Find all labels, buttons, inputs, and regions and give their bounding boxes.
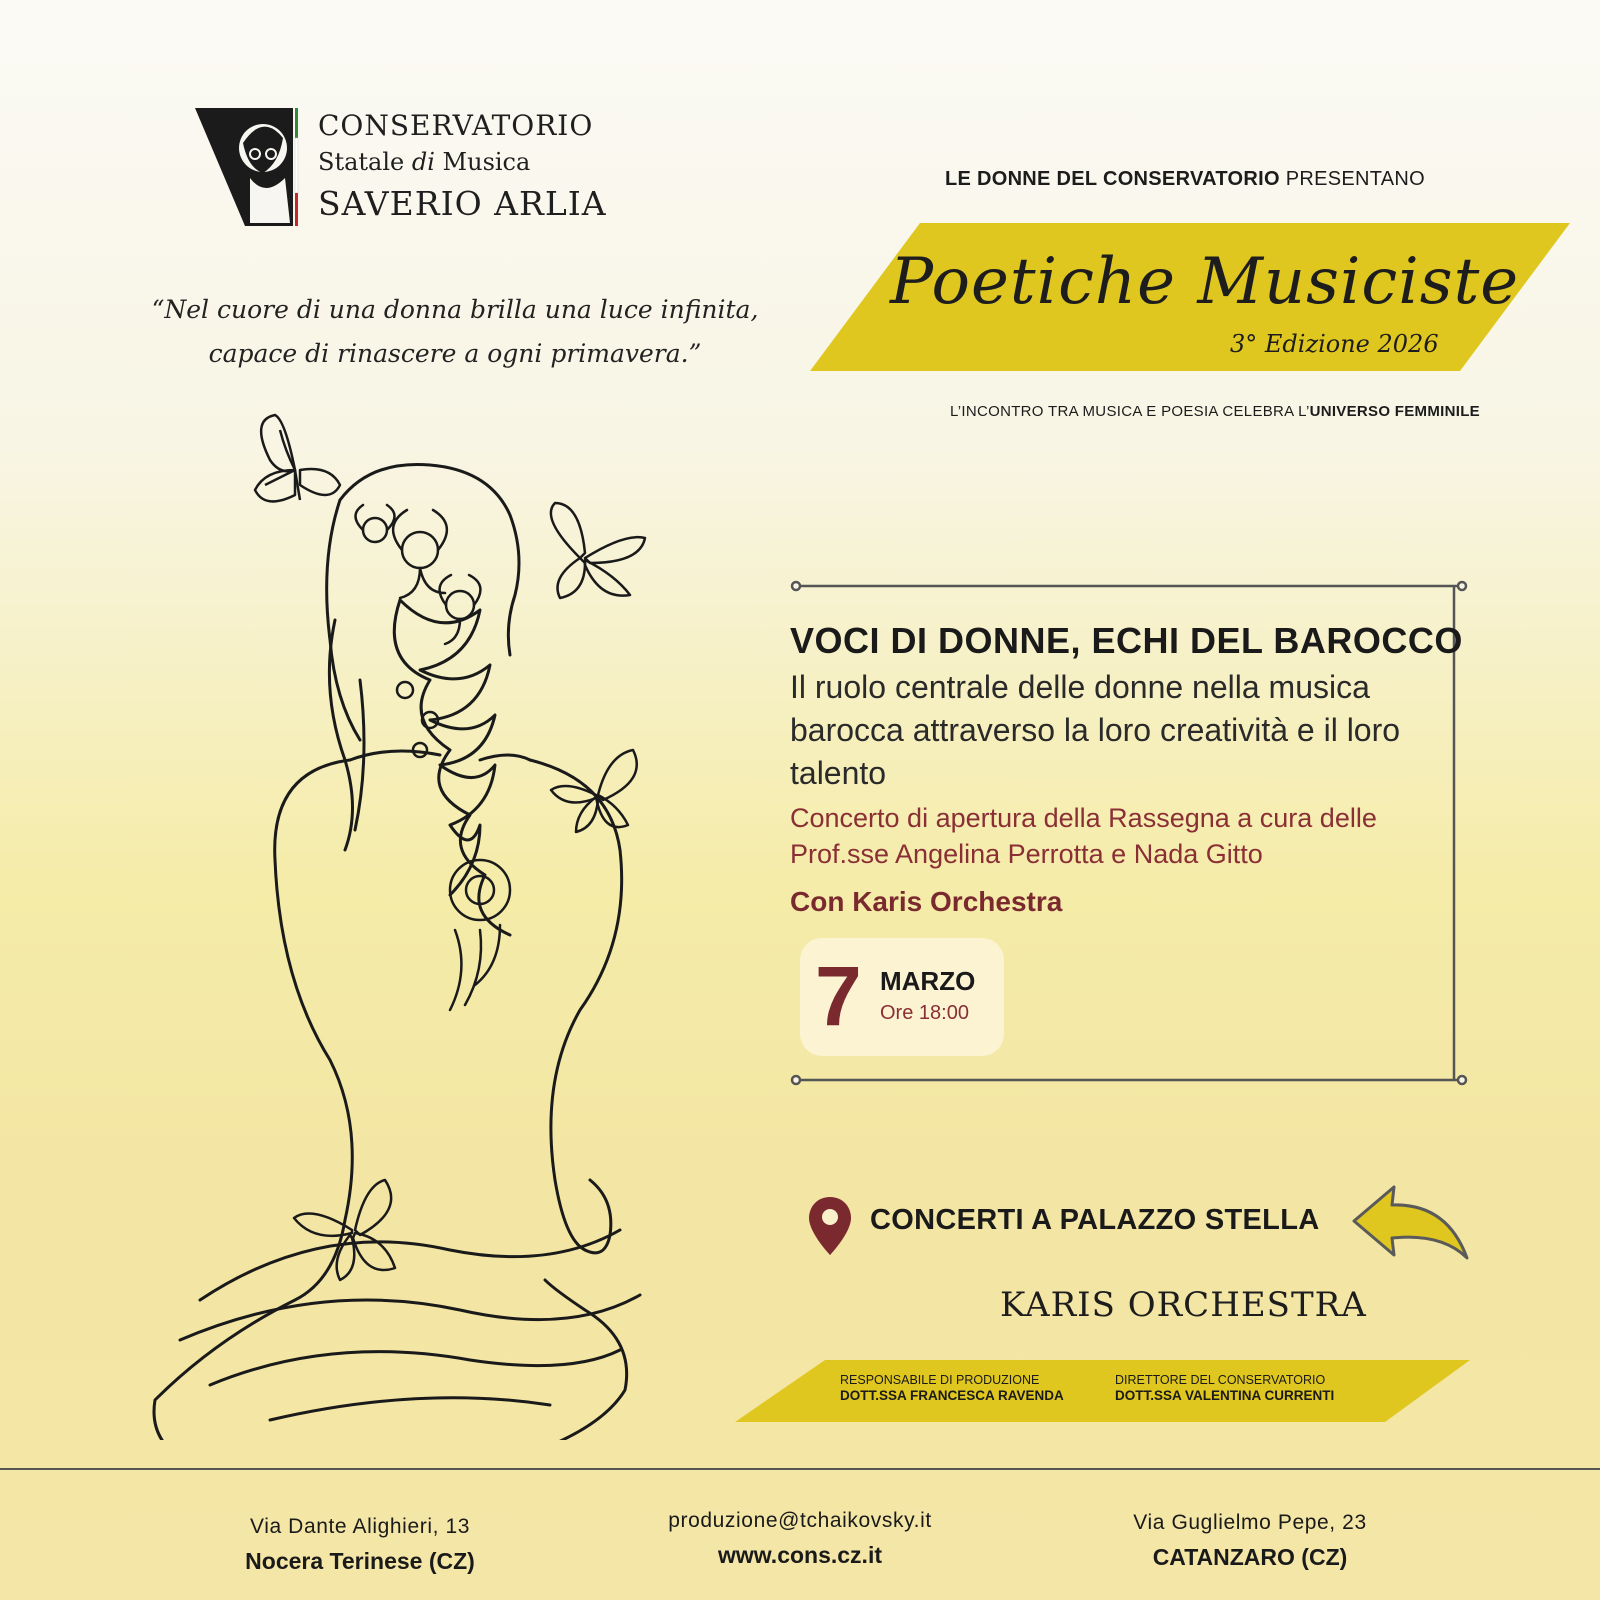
logo-line-2: Statale di Musica — [318, 148, 531, 176]
date-time: Ore 18:00 — [880, 1002, 969, 1024]
conservatorio-logo-text — [318, 108, 607, 228]
event-performer: Con Karis Orchestra — [790, 886, 1063, 917]
curved-arrow-icon — [1352, 1183, 1472, 1263]
logo-line-1: CONSERVATORIO — [318, 109, 594, 142]
venue-label: CONCERTI A PALAZZO STELLA — [870, 1204, 1320, 1236]
event-title: VOCI DI DONNE, ECHI DEL BAROCCO — [790, 620, 1463, 661]
tagline: L’INCONTRO TRA MUSICA E POESIA CELEBRA L’UNIVERSO FEMMINILE — [949, 403, 1480, 420]
footer-contacts — [620, 1504, 980, 1572]
quote-line-1: “Nel cuore di una donna brilla una luce infinita, — [151, 295, 759, 324]
quote-line-2: capace di rinascere a ogni primavera.” — [208, 339, 702, 368]
map-pin-icon — [806, 1195, 854, 1257]
date-day: 7 — [815, 949, 862, 1043]
karis-orchestra-logo: KARIS ORCHESTRA — [1000, 1285, 1367, 1325]
butterfly-icon — [290, 1175, 410, 1285]
conservatorio-logo-icon — [195, 108, 307, 226]
butterfly-icon — [250, 410, 345, 515]
footer-email[interactable]: produzione@tchaikovsky.it — [668, 1509, 932, 1532]
quote — [150, 288, 760, 376]
butterfly-icon — [548, 745, 648, 840]
festival-title: Poetiche Musiciste — [890, 245, 1520, 319]
credit-production: RESPONSABILE DI PRODUZIONE DOTT.SSA FRANCESCA RAVENDA — [840, 1373, 1064, 1403]
logo-line-3: SAVERIO ARLIA — [318, 184, 607, 223]
festival-edition: 3° Edizione 2026 — [1230, 330, 1439, 358]
date-month: MARZO — [880, 966, 976, 996]
butterfly-icon — [540, 498, 650, 603]
footer-website[interactable]: www.cons.cz.it — [717, 1542, 882, 1568]
presenter-line: LE DONNE DEL CONSERVATORIO PRESENTANO — [944, 168, 1426, 190]
event-curator: Concerto di apertura della Rassegna a cura delle Prof.sse Angelina Perrotta e Nada Gitto — [790, 803, 1377, 869]
footer-address-catanzaro: Via Guglielmo Pepe, 23 CATANZARO (CZ) — [1133, 1511, 1367, 1570]
footer-divider — [0, 1468, 1600, 1470]
event-description: Il ruolo centrale delle donne nella musica barocca attraverso la loro creatività e il loro talento — [790, 669, 1401, 791]
footer-address-nocera: Via Dante Alighieri, 13 Nocera Terinese (CZ) — [245, 1515, 475, 1574]
credit-director: DIRETTORE DEL CONSERVATORIO DOTT.SSA VALENTINA CURRENTI — [1115, 1373, 1335, 1403]
